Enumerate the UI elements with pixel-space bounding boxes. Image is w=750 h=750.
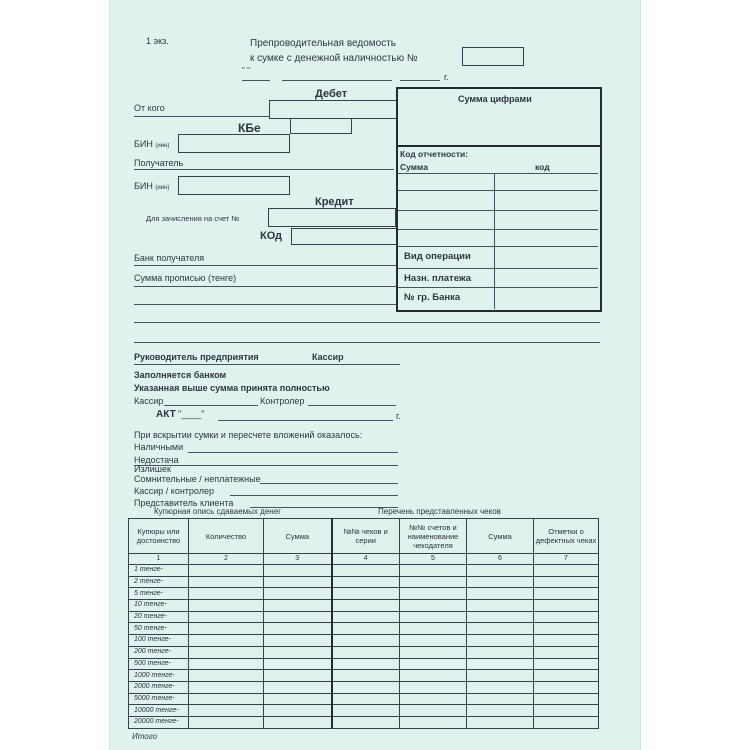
table-cell[interactable] [467,576,534,588]
table-cell[interactable] [264,635,332,647]
table-cell[interactable] [400,565,467,577]
table-cell[interactable] [467,635,534,647]
coupon-number-row [129,554,599,565]
cashier-signature-label: Кассир [312,352,344,362]
denomination-cell: 5000 тенге- [129,693,189,705]
kod-field[interactable] [291,228,398,245]
bank-group-label: № гр. Банка [404,292,461,303]
table-cell[interactable] [467,670,534,682]
table-cell[interactable] [189,658,264,670]
code-col-label: код [535,162,550,172]
sum-col-label: Сумма [400,162,428,172]
col-header-denomination: Купюры или достоинство [129,519,189,554]
denomination-cell: 2 тенге- [129,576,189,588]
col-number: 7 [534,554,599,565]
denomination-cell: 200 тенге- [129,646,189,658]
col-number: 5 [400,554,467,565]
coupon-left-caption: Купюрная опись сдаваемых денег [154,507,282,516]
table-row [129,565,599,577]
table-row [129,681,599,693]
col-header-sum: Сумма [264,519,332,554]
table-cell[interactable] [189,716,264,728]
payment-purpose-label: Назн. платежа [404,273,472,284]
table-cell[interactable] [332,693,400,705]
kbe-field[interactable] [290,118,352,134]
table-row [129,646,599,658]
table-cell[interactable] [400,705,467,717]
table-cell[interactable] [264,588,332,600]
table-cell[interactable] [534,576,599,588]
amount-words-line-1[interactable] [134,286,396,287]
table-cell[interactable] [467,611,534,623]
table-cell[interactable] [400,658,467,670]
act-year-suffix: г. [396,411,401,421]
kbe-label: КБе [238,121,261,135]
doubtful-label: Сомнительные / неплатежные [134,474,261,484]
bin-field[interactable] [178,134,290,153]
table-cell[interactable] [534,716,599,728]
col-header-check-numbers: №№ чеков и серии [332,519,400,554]
from-label: От кого [134,103,165,113]
table-cell[interactable] [332,646,400,658]
table-cell[interactable] [467,646,534,658]
credit-heading: Кредит [315,196,354,208]
table-cell[interactable] [189,693,264,705]
denomination-cell: 50 тенге- [129,623,189,635]
table-row [129,658,599,670]
cashier-controller-line[interactable] [230,495,398,496]
account-field[interactable] [268,208,396,227]
table-cell[interactable] [264,658,332,670]
surplus-label: Излишек [134,464,171,474]
table-row [129,635,599,647]
controller-label: Контролер [260,396,305,406]
recipient-bank-label: Банк получателя [134,253,205,263]
table-cell[interactable] [264,611,332,623]
bin2-label: БИН (иин) [134,181,170,191]
director-signature-line[interactable] [134,364,400,365]
table-row [129,588,599,600]
grid-vline [494,173,495,309]
table-cell[interactable] [332,658,400,670]
table-cell[interactable] [189,576,264,588]
col-number: 2 [189,554,264,565]
table-cell[interactable] [332,681,400,693]
date-day-line[interactable] [242,80,270,81]
table-cell[interactable] [264,623,332,635]
denomination-cell: 20 тенге- [129,611,189,623]
table-cell[interactable] [264,681,332,693]
table-cell[interactable] [189,670,264,682]
col-number: 1 [129,554,189,565]
denomination-cell: 100 тенге- [129,635,189,647]
table-cell[interactable] [264,693,332,705]
cash-line[interactable] [188,452,398,453]
col-number: 3 [264,554,332,565]
table-cell[interactable] [467,565,534,577]
table-cell[interactable] [189,611,264,623]
table-cell[interactable] [534,565,599,577]
table-cell[interactable] [467,588,534,600]
table-cell[interactable] [400,693,467,705]
table-cell[interactable] [332,565,400,577]
copy-label: 1 экз. [146,36,169,46]
date-year-suffix: г. [444,72,449,82]
client-rep-label: Представитель клиента [134,498,234,508]
table-cell[interactable] [332,635,400,647]
table-cell[interactable] [534,623,599,635]
table-cell[interactable] [189,565,264,577]
denomination-cell: 2000 тенге- [129,681,189,693]
account-label: Для зачисления на счет № [146,214,240,223]
denomination-cell: 1000 тенге- [129,670,189,682]
table-row [129,576,599,588]
shortage-line[interactable] [134,465,398,466]
table-cell[interactable] [189,600,264,612]
amount-words-line-4[interactable] [134,342,600,343]
table-cell[interactable] [534,635,599,647]
table-cell[interactable] [400,576,467,588]
bin-label: БИН (иин) [134,139,170,149]
recipient-bank-line[interactable] [134,265,396,266]
debit-heading: Дебет [315,88,348,100]
table-cell[interactable] [534,588,599,600]
date-year-line[interactable] [400,80,440,81]
shortage-label: Недостача [134,455,179,465]
recipient-label: Получатель [134,158,184,168]
filled-by-bank: Заполняется банком [134,370,227,380]
col-header-account-numbers: №№ счетов и наименование чекодателя [400,519,467,554]
table-cell[interactable] [467,681,534,693]
table-cell[interactable] [332,716,400,728]
act-label: АКТ [156,409,176,420]
kod-label: КОд [260,230,282,242]
table-cell[interactable] [264,646,332,658]
denomination-cell: 10 тенге- [129,600,189,612]
amount-accepted: Указанная выше сумма принята полностью [134,383,330,393]
bank-cashier-line[interactable] [164,405,258,406]
table-cell[interactable] [467,623,534,635]
table-cell[interactable] [332,588,400,600]
grid-line-7 [398,287,598,288]
table-cell[interactable] [264,716,332,728]
table-row [129,693,599,705]
bag-number-field[interactable] [462,47,524,66]
table-row [129,705,599,717]
table-cell[interactable] [189,681,264,693]
table-cell[interactable] [332,705,400,717]
denomination-cell: 5 тенге- [129,588,189,600]
table-row [129,670,599,682]
reporting-code-label: Код отчетности: [400,149,469,159]
date-day-quote: " " [242,66,250,75]
bin2-field[interactable] [178,176,290,195]
table-cell[interactable] [189,705,264,717]
amount-words-line-2[interactable] [134,304,396,305]
col-number: 4 [332,554,400,565]
table-row [129,611,599,623]
operation-type-label: Вид операции [404,251,471,262]
table-cell[interactable] [332,611,400,623]
col-number: 6 [467,554,534,565]
col-header-quantity: Количество [189,519,264,554]
col-header-check-sum: Сумма [467,519,534,554]
document-page [110,0,640,750]
grid-line-5 [398,246,598,247]
cash-label: Наличными [134,442,184,452]
denomination-cell: 500 тенге- [129,658,189,670]
coupon-right-caption: Перечень представленных чеков [378,507,501,516]
from-field[interactable] [269,100,397,119]
table-cell[interactable] [400,588,467,600]
grid-line-6 [398,268,598,269]
table-cell[interactable] [264,670,332,682]
table-cell[interactable] [467,693,534,705]
from-line[interactable] [134,116,269,117]
amount-digits-label: Сумма цифрами [458,94,532,104]
table-cell[interactable] [189,623,264,635]
table-cell[interactable] [332,670,400,682]
date-month-line[interactable] [282,80,392,81]
amount-words-line-3[interactable] [134,322,600,323]
table-cell[interactable] [534,600,599,612]
grid-line-4 [398,229,598,230]
denomination-cell: 1 тенге- [129,565,189,577]
denomination-cell: 20000 тенге- [129,716,189,728]
table-cell[interactable] [189,588,264,600]
table-cell[interactable] [534,681,599,693]
controller-line[interactable] [308,405,396,406]
table-cell[interactable] [264,576,332,588]
opening-text: При вскрытии сумки и пересчете вложений оказалось: [134,430,363,440]
bank-cashier-label: Кассир [134,396,164,406]
table-cell[interactable] [534,693,599,705]
table-cell[interactable] [189,635,264,647]
table-cell[interactable] [467,716,534,728]
table-cell[interactable] [264,600,332,612]
table-cell[interactable] [332,576,400,588]
table-cell[interactable] [400,635,467,647]
director-label: Руководитель предприятия [134,352,259,362]
table-cell[interactable] [400,646,467,658]
doubtful-line[interactable] [260,483,398,484]
table-cell[interactable] [467,600,534,612]
act-date-line[interactable] [218,420,393,421]
cashier-controller-label: Кассир / контролер [134,486,214,496]
coupon-header-row [129,519,599,554]
grid-line-1 [398,173,598,174]
table-cell[interactable] [467,705,534,717]
table-row [129,623,599,635]
table-cell[interactable] [332,623,400,635]
table-cell[interactable] [400,611,467,623]
table-cell[interactable] [332,600,400,612]
table-cell[interactable] [534,705,599,717]
table-cell[interactable] [534,611,599,623]
recipient-line[interactable] [134,169,394,170]
table-cell[interactable] [534,646,599,658]
coupon-table [128,518,599,729]
table-row [129,600,599,612]
table-cell[interactable] [189,646,264,658]
denomination-cell: 10000 тенге- [129,705,189,717]
table-cell[interactable] [534,658,599,670]
table-row [129,716,599,728]
table-cell[interactable] [400,716,467,728]
table-cell[interactable] [467,658,534,670]
right-panel-divider [396,145,600,147]
title-line-2: к сумке с денежной наличностью № [250,53,418,64]
grid-line-3 [398,210,598,211]
total-label: Итого [132,732,158,741]
table-cell[interactable] [400,681,467,693]
grid-line-2 [398,190,598,191]
table-cell[interactable] [534,670,599,682]
table-cell[interactable] [264,565,332,577]
table-cell[interactable] [400,623,467,635]
table-cell[interactable] [400,670,467,682]
act-quote: "____" [178,409,205,419]
col-header-defect-marks: Отметки о дефектных чеках [534,519,599,554]
amount-words-label: Сумма прописью (тенге) [134,273,237,283]
table-cell[interactable] [400,600,467,612]
title-line-1: Препроводительная ведомость [250,38,396,49]
table-cell[interactable] [264,705,332,717]
